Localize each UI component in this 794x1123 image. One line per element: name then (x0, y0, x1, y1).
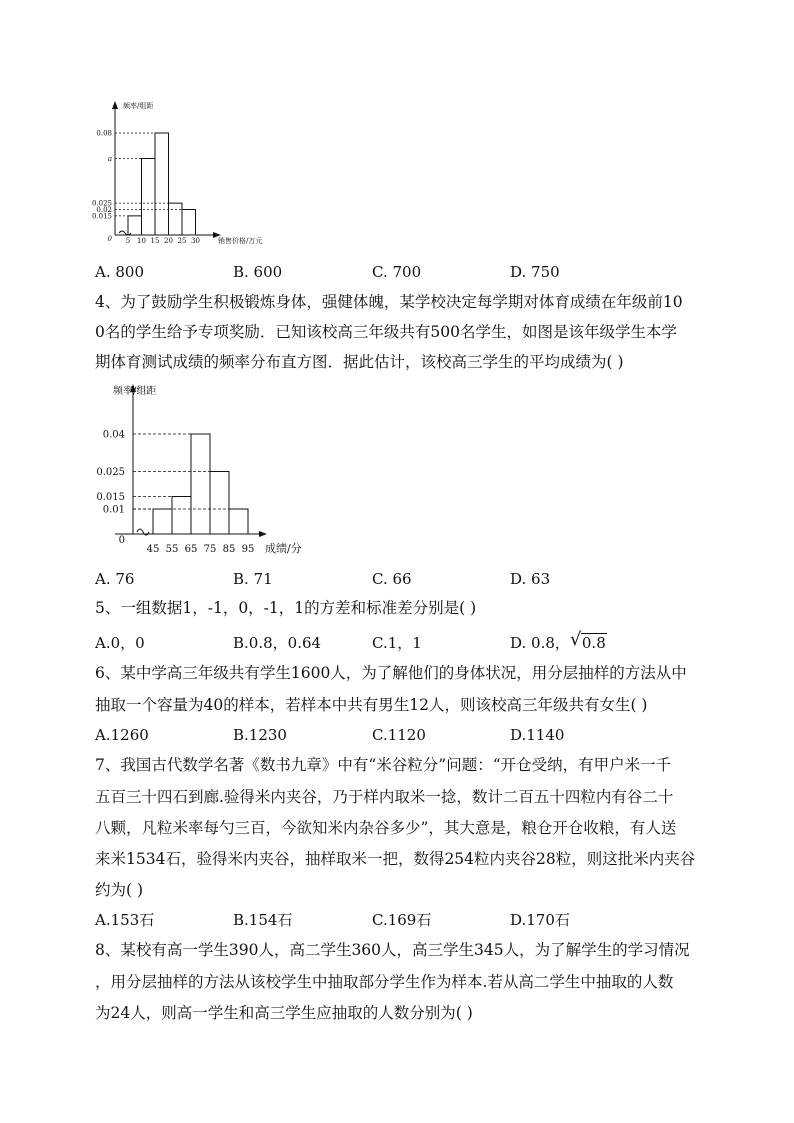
q3-option-a[interactable]: A. 800 (95, 263, 144, 281)
x-tick-label: 75 (203, 544, 217, 555)
x-tick-label: 5 (125, 237, 131, 245)
y-tick-label: 0.015 (91, 212, 112, 221)
q4-option-d[interactable]: D. 63 (510, 570, 551, 588)
histogram-bar (155, 133, 169, 235)
q4-text-line-2: 0名的学生给予专项奖励．已知该校高三年级共有500名学生，如图是该年级学生本学 (95, 323, 677, 341)
x-tick-label: 30 (191, 237, 200, 245)
x-tick-label: 20 (164, 237, 173, 245)
q5-option-d[interactable] (510, 629, 607, 653)
q6-option-a[interactable]: A.1260 (95, 726, 149, 744)
histogram-bar (210, 472, 229, 535)
histogram-bar (169, 203, 183, 235)
q7-option-b[interactable]: B.154石 (233, 911, 293, 929)
origin-label: 0 (118, 535, 125, 546)
y-tick-label: 0.025 (96, 467, 125, 478)
q3-option-c[interactable]: C. 700 (372, 263, 422, 281)
q7-text-line-5: 约为( ) (95, 881, 144, 899)
q4-text-line-3: 期体育测试成绩的频率分布直方图．据此估计，该校高三学生的平均成绩为( ) (95, 353, 624, 371)
q7-option-c[interactable]: C.169石 (372, 911, 432, 929)
y-tick-label: 0.04 (102, 429, 125, 441)
q8-text-line-3: 为24人，则高一学生和高三学生应抽取的人数分别为( ) (95, 1004, 473, 1022)
sqrt-radicand: 0.8 (581, 634, 606, 652)
origin-label: 0 (107, 235, 112, 243)
q4-option-b[interactable]: B. 71 (233, 570, 273, 588)
axis-break (119, 231, 131, 235)
q6-text-line-2: 抽取一个容量为40的样本，若样本中共有男生12人，则该校高三年级共有女生( ) (95, 696, 648, 714)
y-tick-label: 0.025 (91, 199, 112, 208)
x-axis-label: 销售价格/万元 (218, 237, 263, 245)
q6-option-c[interactable]: C.1120 (372, 726, 426, 744)
q4-text-line-1: 4、为了鼓励学生积极锻炼身体，强健体魄，某学校决定每学期对体育成绩在年级前10 (95, 293, 683, 311)
sqrt-expression (569, 629, 607, 653)
chart-sales-price-histogram (91, 95, 285, 250)
x-tick-label: 65 (184, 544, 198, 555)
x-axis-label: 成绩/分 (265, 542, 302, 555)
chart-score-histogram (95, 378, 325, 558)
q8-text-line-1: 8、某校有高一学生390人，高二学生360人，高三学生345人，为了解学生的学习情况 (95, 941, 690, 959)
y-tick-label: 0.01 (102, 504, 125, 516)
q3-option-b[interactable]: B. 600 (233, 263, 283, 281)
q4-option-a[interactable]: A. 76 (95, 570, 135, 588)
x-tick-label: 25 (177, 237, 187, 245)
q6-option-d[interactable]: D.1140 (510, 726, 565, 744)
histogram-bar (142, 159, 156, 236)
q3-option-d[interactable]: D. 750 (510, 263, 560, 281)
y-axis-label: 频率/组距 (123, 102, 154, 110)
y-tick-label: a (107, 155, 112, 163)
q8-text-line-2: ，用分层抽样的方法从该校学生中抽取部分学生作为样本.若从高二学生中抽取的人数 (95, 973, 674, 991)
y-tick-label: 0.02 (96, 206, 112, 214)
y-tick-label: 0.015 (96, 492, 125, 503)
histogram-bar (191, 434, 210, 534)
histogram-bar (128, 216, 142, 235)
y-axis-label: 频率/组距 (113, 386, 157, 397)
x-tick-label: 55 (165, 544, 179, 555)
q5-text-line-1: 5、一组数据1，-1，0，-1，1的方差和标准差分别是( ) (95, 599, 477, 617)
q5-option-b[interactable]: B.0.8，0.64 (233, 634, 322, 652)
q5-option-a[interactable]: A.0，0 (95, 634, 145, 652)
q7-option-d[interactable]: D.170石 (510, 911, 570, 929)
histogram-bar (172, 497, 191, 535)
q7-option-a[interactable]: A.153石 (95, 911, 155, 929)
q7-text-line-2: 五百三十四石到廊.验得米内夹谷，乃于样内取米一捻，数计二百五十四粒内有谷二十 (95, 788, 674, 806)
y-axis-arrow (112, 101, 118, 109)
y-tick-label: 0.08 (96, 129, 112, 138)
sqrt-sign-icon: √ (569, 629, 582, 650)
q5-option-c[interactable]: C.1，1 (372, 634, 422, 652)
histogram-bar (153, 509, 172, 534)
histogram-bar (182, 210, 196, 236)
x-axis-arrow (259, 531, 267, 537)
x-tick-label: 10 (137, 237, 146, 245)
x-tick-label: 85 (222, 544, 236, 555)
q6-option-b[interactable]: B.1230 (233, 726, 287, 744)
x-tick-label: 95 (241, 544, 255, 555)
q7-text-line-4: 来米1534石，验得米内夹谷，抽样取米一把，数得254粒内夹谷28粒，则这批米内夹谷 (95, 850, 696, 868)
q7-text-line-1: 7、我国古代数学名著《数书九章》中有“米谷粒分”问题：“开仓受纳，有甲户米一千 (95, 756, 672, 774)
q6-text-line-1: 6、某中学高三年级共有学生1600人，为了解他们的身体状况，用分层抽样的方法从中 (95, 664, 687, 682)
q7-text-line-3: 八颗，凡粒米率每勺三百，今欲知米内杂谷多少”，其大意是，粮仓开仓收粮，有人送 (95, 819, 677, 837)
q5-option-d-label: D. 0.8， (510, 634, 570, 652)
histogram-bar (229, 509, 248, 534)
x-tick-label: 45 (146, 544, 160, 555)
q4-option-c[interactable]: C. 66 (372, 570, 412, 588)
x-tick-label: 15 (150, 237, 160, 245)
